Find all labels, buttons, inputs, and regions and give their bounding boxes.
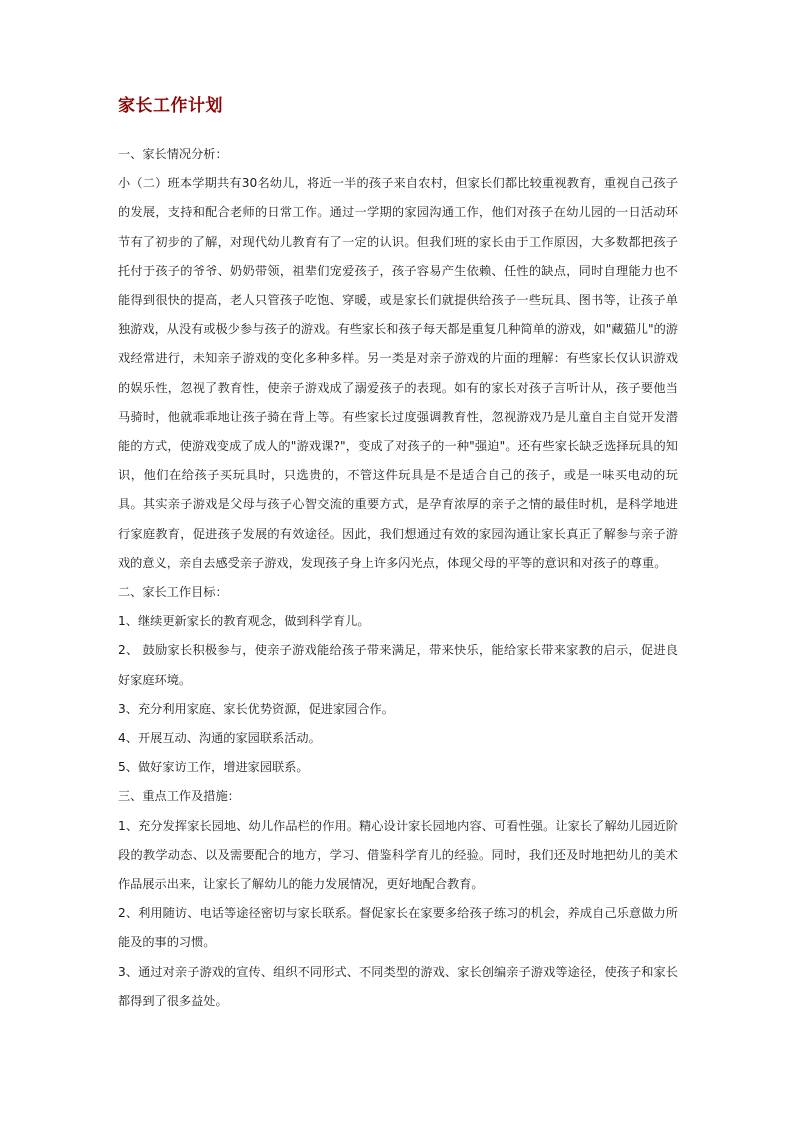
section-heading: 三、重点工作及措施： [118, 789, 240, 804]
section-key-measures [118, 782, 678, 1016]
document-title: 家长工作计划 [118, 96, 223, 116]
section-heading: 二、家长工作目标： [118, 585, 228, 600]
section-paragraph: 小（二）班本学期共有30名幼儿，将近一半的孩子来自农村，但家长们都比较重视教育，重视自己孩子的发展，支持和配合老师的日常工作。通过一学期的家园沟通工作，他们对孩子在幼儿园的一日活动环节有了初步的了解，对现代幼儿教育有了一定的认识。但我们班的家长由于工作原因，大多数都把孩子托付于孩子的爷爷、奶奶带领，祖辈们宠爱孩子，孩子容易产生依赖、任性的缺点，同时自理能力也不能得到很快的提高，老人只管孩子吃饱、穿暖，或是家长们就提供给孩子一些玩具、图书等，让孩子单独游戏，从没有或极少参与孩子的游戏。有些家长和孩子每天都是重复几种简单的游戏，如"藏猫儿"的游戏经常进行，未知亲子游戏的变化多种多样。另一类是对亲子游戏的片面的理解：有些家长仅认识游戏的娱乐性，忽视了教育性，使亲子游戏成了溺爱孩子的表现。如有的家长对孩子言听计从，孩子要他当马骑时，他就乖乖地让孩子骑在背上等。有些家长过度强调教育性，忽视游戏乃是儿童自主自觉开发潜能的方式，使游戏变成了成人的"游戏课?"，变成了对孩子的一种"强迫"。还有些家长缺乏选择玩具的知识，他们在给孩子买玩具时，只选贵的，不管这件玩具是不是适合自己的孩子，或是一味买电动的玩具。其实亲子游戏是父母与孩子心智交流的重要方式，是孕育浓厚的亲子之情的最佳时机，是科学地进行家庭教育，促进孩子发展的有效途径。因此，我们想通过有效的家园沟通让家长真正了解参与亲子游戏的意义，亲自去感受亲子游戏，发现孩子身上许多闪光点，体现父母的平等的意识和对孩子的尊重。 [118, 176, 678, 570]
goal-item: 1、继续更新家长的教育观念，做到科学育儿。 [118, 614, 370, 629]
measure-item: 1、充分发挥家长园地、幼儿作品栏的作用。精心设计家长园地内容、可看性强。让家长了解幼儿园近阶段的教学动态、以及需要配合的地方，学习、借鉴科学育儿的经验。同时，我们还及时地把幼儿的美术作品展示出来，让家长了解幼儿的能力发展情况，更好地配合教育。 [118, 818, 678, 892]
measure-item: 3、通过对亲子游戏的宣传、组织不同形式、不同类型的游戏、家长创编亲子游戏等途径，使孩子和家长都得到了很多益处。 [118, 964, 678, 1008]
document-page [118, 92, 678, 1016]
goal-item: 4、开展互动、沟通的家园联系活动。 [118, 731, 321, 746]
goal-item: 3、充分利用家庭、家长优势资源，促进家园合作。 [118, 701, 394, 716]
goal-item: 5、做好家访工作，增进家园联系。 [118, 760, 309, 775]
goal-item: 2、 鼓励家长积极参与，使亲子游戏能给孩子带来满足，带来快乐，能给家长带来家教的启示，促进良好家庭环境。 [118, 643, 678, 687]
measure-item: 2、利用随访、电话等途径密切与家长联系。督促家长在家要多给孩子练习的机会，养成自己乐意做力所能及的事的习惯。 [118, 906, 678, 950]
section-work-goals [118, 578, 678, 782]
section-family-analysis [118, 140, 678, 578]
section-heading: 一、家长情况分析： [118, 147, 228, 161]
